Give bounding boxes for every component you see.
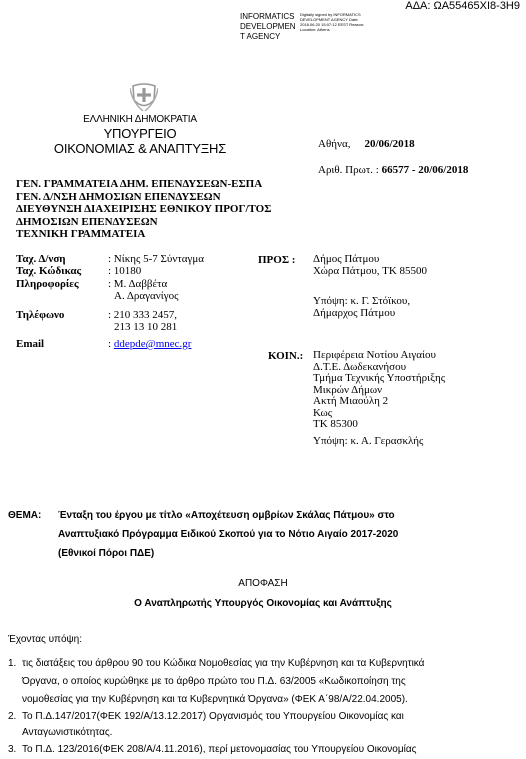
item-line: Όργανα, ο οποίος κυρώθηκε με το άρθρο πρώτο του Π.Δ. 63/2005 «Κωδικοποίηση της xyxy=(22,676,406,687)
decision-title: ΑΠΟΦΑΣΗ xyxy=(238,578,288,589)
email-value xyxy=(108,339,191,351)
item-number: 2. xyxy=(8,711,17,722)
cc-line: Κως xyxy=(313,406,333,419)
city: Αθήνα, xyxy=(318,138,351,150)
subject-label: ΘΕΜΑ: xyxy=(8,510,42,521)
department-block xyxy=(16,178,271,241)
department-line: ΔΙΕΥΘΥΝΣΗ ΔΙΑΧΕΙΡΙΣΗΣ ΕΘΝΙΚΟΥ ΠΡΟΓ/ΤΟΣ xyxy=(16,203,272,215)
to-line: Χώρα Πάτμου, ΤΚ 85500 xyxy=(313,264,428,277)
phone-value-1: : 210 333 2457, xyxy=(108,309,178,321)
subject-line-2: Αναπτυξιακό Πρόγραμμα Ειδικού Σκοπού για το Νότιο Αιγαίο 2017-2020 xyxy=(58,529,399,540)
email-link[interactable]: ddepde@mnec.gr xyxy=(113,338,192,350)
body-intro: Έχοντας υπόψη: xyxy=(8,634,82,645)
to-attn-line: Υπόψη: κ. Γ. Στόϊκου, xyxy=(313,295,411,307)
info-value-1: : Μ. Δαββέτα xyxy=(108,278,168,290)
protocol-value: 66577 - 20/06/2018 xyxy=(381,164,469,176)
greek-coat-of-arms-icon xyxy=(130,82,158,112)
document-date xyxy=(318,138,415,150)
item-line: τις διατάξεις του άρθρου 90 του Κώδικα Νομοθεσίας για την Κυβέρνηση και τα Κυβερνητικά xyxy=(22,658,425,669)
phone-label: Τηλέφωνο xyxy=(16,309,65,321)
to-attn-line: Δήμαρχος Πάτμου xyxy=(313,306,396,319)
ministry-name-line2: ΟΙΚΟΝΟΜΙΑΣ & ΑΝΑΠΤΥΞΗΣ xyxy=(53,141,227,156)
postcode-label: Ταχ. Κώδικας xyxy=(16,265,82,277)
cc-recipient xyxy=(313,350,445,431)
to-recipient xyxy=(313,254,427,277)
cc-label: ΚΟΙΝ.: xyxy=(268,350,304,362)
cc-line: Τμήμα Τεχνικής Υποστήριξης xyxy=(313,372,446,384)
department-line: ΓΕΝ. Δ/ΝΣΗ ΔΗΜΟΣΙΩΝ ΕΠΕΝΔΥΣΕΩΝ xyxy=(16,190,221,203)
signature-organization: INFORMATICS DEVELOPMEN T AGENCY xyxy=(240,12,296,41)
email-colon: : xyxy=(108,338,112,350)
item-number: 1. xyxy=(8,658,17,669)
phone-value-2: 213 13 10 281 xyxy=(114,321,178,333)
protocol-label: Αριθ. Πρωτ. : xyxy=(318,164,379,176)
department-line: ΤΕΧΝΙΚΗ ΓΡΑΜΜΑΤΕΙΑ xyxy=(16,228,146,240)
ministry-name-line1: ΥΠΟΥΡΓΕΙΟ xyxy=(103,126,177,141)
ministry-header xyxy=(40,114,240,156)
department-line: ΔΗΜΟΣΙΩΝ ΕΠΕΝΔΥΣΕΩΝ xyxy=(16,215,158,228)
republic-title: ΕΛΛΗΝΙΚΗ ΔΗΜΟΚΡΑΤΙΑ xyxy=(83,114,197,125)
cc-line: Δ.Τ.Ε. Δωδεκανήσου xyxy=(313,360,407,373)
postcode-value: : 10180 xyxy=(108,265,142,277)
date-value: 20/06/2018 xyxy=(364,138,415,150)
signature-details: Digitally signed by INFORMATICS DEVELOPMENT AGENCY Date: 2018.06.20 15:07:12 EEST Reason: Location: Athens xyxy=(300,12,365,32)
subject-line-3: (Εθνικοί Πόροι ΠΔΕ) xyxy=(58,548,155,559)
item-line: Το Π.Δ. 123/2016(ΦΕΚ 208/Α/4.11.2016), περί μετονομασίας του Υπουργείου Οικονομίας xyxy=(22,744,417,755)
cc-line: Περιφέρεια Νοτίου Αιγαίου xyxy=(313,349,436,361)
decision-subtitle: Ο Αναπληρωτής Υπουργός Οικονομίας και Ανάπτυξης xyxy=(134,598,392,609)
email-label: Email xyxy=(16,338,45,350)
cc-line: ΤΚ 85300 xyxy=(313,418,358,430)
ada-code: ΑΔΑ: ΩΑ55465ΧΙ8-3Η9 xyxy=(405,0,520,12)
item-number: 3. xyxy=(8,744,17,755)
item-line: Ανταγωνιστικότητας. xyxy=(22,727,113,738)
subject-line-1: Ένταξη του έργου με τίτλο «Αποχέτευση ομβρίων Σκάλας Πάτμου» στο xyxy=(58,510,395,521)
address-label: Ταχ. Δ/νση xyxy=(16,253,66,265)
cc-line: Ακτή Μιαούλη 2 xyxy=(313,395,389,407)
info-label: Πληροφορίες xyxy=(16,278,79,290)
item-line: Το Π.Δ.147/2017(ΦΕΚ 192/Α/13.12.2017) Οργανισμός του Υπουργείου Οικονομίας και xyxy=(22,711,404,722)
address-value: : Νίκης 5-7 Σύνταγμα xyxy=(108,253,205,265)
item-line: νομοθεσίας για την Κυβέρνηση και τα Κυβερνητικά Όργανα» (ΦΕΚ Α΄98/Α/22.04.2005). xyxy=(22,694,408,705)
info-value-2: Α. Δραγανίγος xyxy=(114,290,179,302)
to-attention xyxy=(313,296,410,319)
protocol-number xyxy=(318,164,468,176)
to-label: ΠΡΟΣ : xyxy=(258,254,296,266)
cc-line: Μικρών Δήμων xyxy=(313,383,383,396)
department-line: ΓΕΝ. ΓΡΑΜΜΑΤΕΙΑ ΔΗΜ. ΕΠΕΝΔΥΣΕΩΝ-ΕΣΠΑ xyxy=(16,178,263,190)
to-line: Δήμος Πάτμου xyxy=(313,253,380,265)
cc-attention: Υπόψη: κ. Α. Γερασκλής xyxy=(313,435,424,447)
